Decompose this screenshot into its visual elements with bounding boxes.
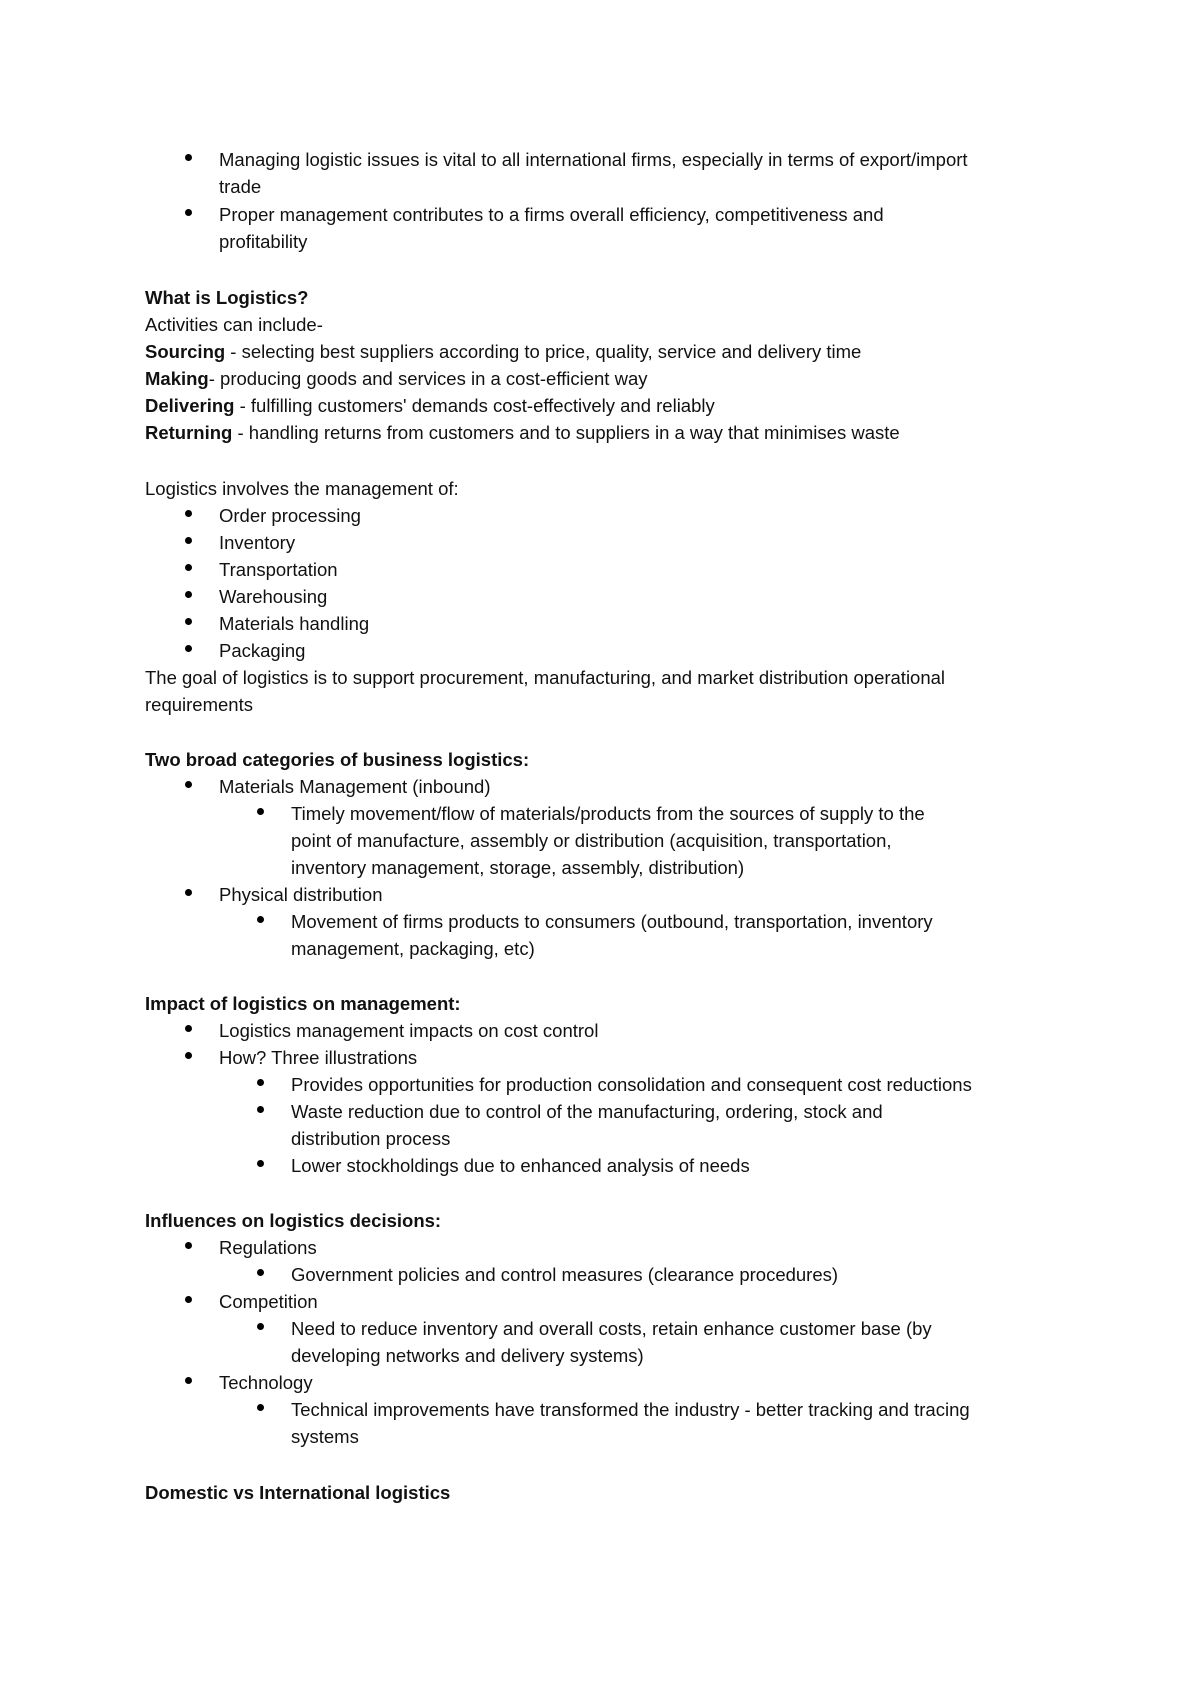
list-item: Transportation [219,559,338,580]
activity-term: Returning [145,422,233,443]
bullet-icon [185,618,192,625]
bullet-icon [185,537,192,544]
activities-intro: Activities can include- [145,314,323,335]
bullet-icon [185,1296,192,1303]
activity-delivering [145,392,715,419]
sub-list-item: Lower stockholdings due to enhanced analysis of needs [291,1155,750,1176]
activity-desc: - fulfilling customers' demands cost-effectively and reliably [234,395,715,416]
bullet-icon [185,781,192,788]
list-item: How? Three illustrations [219,1047,418,1068]
sub-list-item: Government policies and control measures (clearance procedures) [291,1264,839,1285]
activity-term: Delivering [145,395,235,416]
intro-bullet-1-line-2: trade [219,176,262,197]
activity-returning [145,419,900,446]
activity-term: Sourcing [145,341,226,362]
intro-bullet-2-line-2: profitability [219,231,308,252]
bullet-icon [257,1106,264,1113]
sub-list-item-continued: distribution process [291,1128,451,1149]
intro-bullet-2-line-1: Proper management contributes to a firms overall efficiency, competitiveness and [219,204,884,225]
activity-desc: - selecting best suppliers according to price, quality, service and delivery time [225,341,862,362]
list-item: Order processing [219,505,361,526]
sub-list-item: Movement of firms products to consumers (outbound, transportation, inventory [291,911,933,932]
bullet-icon [185,889,192,896]
involves-intro: Logistics involves the management of: [145,478,459,499]
section-heading: Influences on logistics decisions: [145,1210,442,1231]
section-heading: Two broad categories of business logistics: [145,749,530,770]
goal-line-2: requirements [145,694,253,715]
bullet-icon [257,1404,264,1411]
list-item: Materials handling [219,613,370,634]
list-item: Regulations [219,1237,317,1258]
sub-list-item-continued: inventory management, storage, assembly, distribution) [291,857,745,878]
section-heading: Impact of logistics on management: [145,993,461,1014]
bullet-icon [257,916,264,923]
section-heading: Domestic vs International logistics [145,1482,451,1503]
sub-list-item: Provides opportunities for production consolidation and consequent cost reductions [291,1074,972,1095]
sub-list-item: Waste reduction due to control of the manufacturing, ordering, stock and [291,1101,883,1122]
bullet-icon [185,591,192,598]
list-item: Materials Management (inbound) [219,776,491,797]
bullet-icon [185,209,192,216]
activity-desc: - handling returns from customers and to suppliers in a way that minimises waste [232,422,900,443]
bullet-icon [257,1160,264,1167]
bullet-icon [185,1052,192,1059]
sub-list-item-continued: point of manufacture, assembly or distribution (acquisition, transportation, [291,830,892,851]
bullet-icon [257,1323,264,1330]
bullet-icon [185,645,192,652]
sub-list-item-continued: management, packaging, etc) [291,938,535,959]
list-item: Logistics management impacts on cost control [219,1020,599,1041]
bullet-icon [185,1242,192,1249]
sub-list-item: Technical improvements have transformed the industry - better tracking and tracing [291,1399,970,1420]
activity-making [145,365,648,392]
list-item: Competition [219,1291,318,1312]
activity-term: Making [145,368,209,389]
bullet-icon [185,154,192,161]
activity-desc: - producing goods and services in a cost-efficient way [208,368,648,389]
activity-sourcing [145,338,861,365]
list-item: Physical distribution [219,884,383,905]
list-item: Warehousing [219,586,328,607]
goal-line-1: The goal of logistics is to support procurement, manufacturing, and market distribution operational [145,667,946,688]
bullet-icon [257,1269,264,1276]
section-heading: What is Logistics? [145,287,309,308]
sub-list-item: Timely movement/flow of materials/products from the sources of supply to the [291,803,925,824]
sub-list-item: Need to reduce inventory and overall costs, retain enhance customer base (by [291,1318,932,1339]
bullet-icon [257,808,264,815]
bullet-icon [185,510,192,517]
bullet-icon [185,564,192,571]
sub-list-item-continued: developing networks and delivery systems) [291,1345,644,1366]
bullet-icon [185,1025,192,1032]
list-item: Technology [219,1372,313,1393]
list-item: Inventory [219,532,296,553]
bullet-icon [185,1377,192,1384]
list-item: Packaging [219,640,306,661]
sub-list-item-continued: systems [291,1426,359,1447]
bullet-icon [257,1079,264,1086]
intro-bullet-1-line-1: Managing logistic issues is vital to all international firms, especially in terms of export/import [219,149,968,170]
